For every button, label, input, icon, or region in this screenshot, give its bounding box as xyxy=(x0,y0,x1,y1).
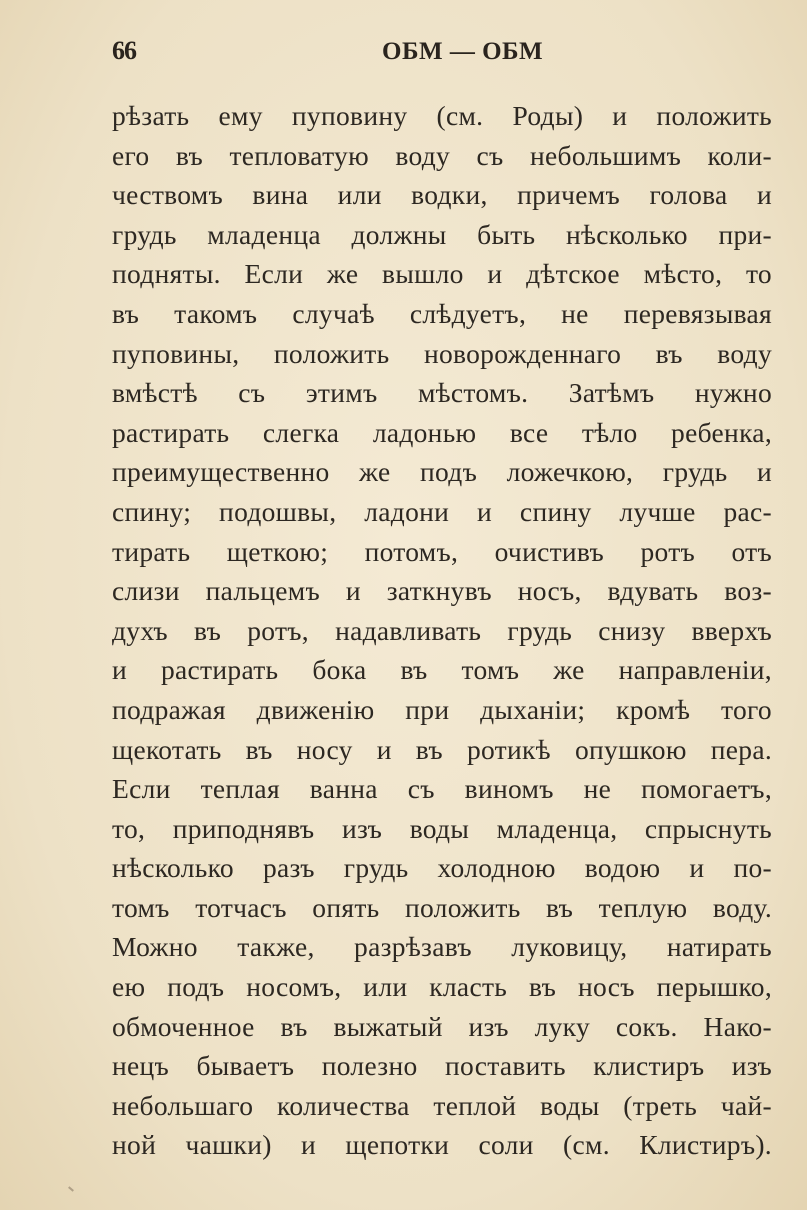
text-line: грудь младенца должны быть нѣсколько при- xyxy=(112,218,772,250)
text-line: нецъ бываетъ полезно поставить клистиръ изъ xyxy=(112,1050,772,1082)
paper-speck xyxy=(68,1186,74,1191)
text-line: его въ тепловатую воду съ небольшимъ коли- xyxy=(112,139,772,171)
text-line: рѣзать ему пуповину (см. Роды) и положить xyxy=(112,100,772,131)
text-line: нѣсколько разъ грудь холодною водою и по- xyxy=(112,852,772,884)
text-line: растирать слегка ладонью все тѣло ребенка, xyxy=(112,416,772,448)
text-line: чествомъ вина или водки, причемъ голова и xyxy=(112,179,772,211)
text-line: слизи пальцемъ и заткнувъ носъ, вдувать воз- xyxy=(112,575,772,607)
text-line: преимущественно же подъ ложечкою, грудь и xyxy=(112,456,772,488)
text-line: ной чашки) и щепотки соли (см. Клистиръ). xyxy=(112,1129,772,1161)
page-number: 66 xyxy=(112,36,136,65)
text-line: подняты. Если же вышло и дѣтское мѣсто, то xyxy=(112,258,772,290)
running-head: ОБМ — ОБМ xyxy=(382,38,544,65)
text-line: томъ тотчасъ опять положить въ теплую воду. xyxy=(112,891,772,923)
body-text xyxy=(112,96,772,1165)
text-line: обмоченное въ выжатый изъ луку сокъ. Нако- xyxy=(112,1010,772,1042)
text-line: Можно также, разрѣзавъ луковицу, натирать xyxy=(112,931,772,963)
text-line: пуповины, положить новорожденнаго въ воду xyxy=(112,337,772,369)
text-line: тирать щеткою; потомъ, очистивъ ротъ отъ xyxy=(112,535,772,567)
text-line: ею подъ носомъ, или класть въ носъ перышко, xyxy=(112,971,772,1003)
text-line: спину; подошвы, ладони и спину лучше рас- xyxy=(112,495,772,527)
text-line: щекотать въ носу и въ ротикѣ опушкою пера. xyxy=(112,733,772,765)
text-line: вмѣстѣ съ этимъ мѣстомъ. Затѣмъ нужно xyxy=(112,377,772,409)
page-header xyxy=(112,36,767,72)
text-line: духъ въ ротъ, надавливать грудь снизу вверхъ xyxy=(112,614,772,646)
text-line: небольшаго количества теплой воды (треть чай- xyxy=(112,1089,772,1121)
text-line: подражая движенію при дыханіи; кромѣ того xyxy=(112,693,772,725)
text-line: въ такомъ случаѣ слѣдуетъ, не перевязывая xyxy=(112,297,772,329)
text-line: то, приподнявъ изъ воды младенца, спрыснуть xyxy=(112,812,772,844)
text-line: Если теплая ванна съ виномъ не помогаетъ, xyxy=(112,773,772,805)
text-line: и растирать бока въ томъ же направленіи, xyxy=(112,654,772,686)
